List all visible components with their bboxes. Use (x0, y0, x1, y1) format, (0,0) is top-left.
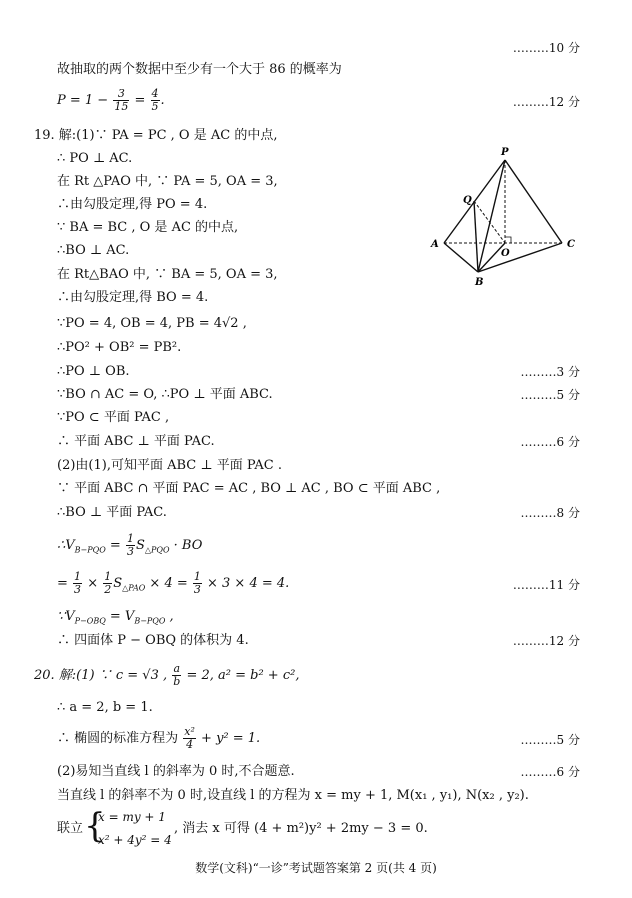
q19-volume-calc: = $\frac{1}{3}$ × $\frac{1}{2}$ $S_{\triangle PAO} \times 4$ = $\frac{1}{3}$ × 3 × 4 = 4. (57, 570, 290, 596)
q20-system-label: 联立 (57, 821, 84, 836)
q19-score-8: ………8 分 (520, 506, 580, 520)
q19-line-1: 19. 解:(1)∵ PA = PC , O 是 AC 的中点, (34, 128, 278, 143)
label-q: Q (463, 195, 472, 206)
q19-line-4: ∴由勾股定理,得 PO = 4. (57, 197, 208, 212)
label-o: O (501, 248, 510, 259)
q20-line-1: 20. 解:(1) ∵ c = √3 , $\frac{a}{b}$ = 2, a² = b² + c², (34, 662, 300, 688)
q19-score-5: ………5 分 (520, 388, 580, 402)
page-footer: 数学(文科)“一诊”考试题答案第 2 页(共 4 页) (195, 861, 437, 875)
label-c: C (567, 239, 575, 250)
q19-line-14: ∴ 平面 ABC ⊥ 平面 PAC. (57, 434, 215, 449)
q19-line-13: ∵PO ⊂ 平面 PAC , (57, 410, 170, 425)
q19-line-15: (2)由(1),可知平面 ABC ⊥ 平面 PAC . (57, 458, 282, 473)
q20-line-3: ∴ 椭圆的标准方程为 $\frac{\text{x²}}{4}$ + y² = 1. (57, 725, 261, 751)
segment-qb (474, 201, 478, 272)
q19-line-3: 在 Rt △PAO 中, ∵ PA = 5, OA = 3, (57, 174, 278, 189)
q19-line-2: ∴ PO ⊥ AC. (57, 151, 133, 166)
edge-pc (505, 160, 562, 243)
q20-score-5: ………5 分 (520, 733, 580, 747)
probability-text: 故抽取的两个数据中至少有一个大于 86 的概率为 (57, 62, 342, 77)
q19-volume-formula: $\therefore V_{B-PQO}$ = $\frac{1}{3}$ $S_{\triangle PQO}$ · BO (57, 532, 203, 558)
label-a: A (431, 239, 439, 250)
q19-line-6: ∴BO ⊥ AC. (57, 243, 130, 258)
q19-line-12: ∵BO ∩ AC = O, ∴PO ⊥ 平面 ABC. (57, 387, 273, 402)
q19-final: ∴ 四面体 P − OBQ 的体积为 4. (57, 633, 249, 648)
q19-line-16: ∵ 平面 ABC ∩ 平面 PAC = AC , BO ⊥ AC , BO ⊂ 平面 ABC , (57, 481, 441, 496)
q19-line-17: ∴BO ⊥ 平面 PAC. (57, 505, 167, 520)
system-result: , 消去 x 可得 (4 + m²)y² + 2my − 3 = 0. (174, 821, 428, 836)
segment-qo (474, 201, 505, 243)
q19-line-11: ∴PO ⊥ OB. (57, 364, 130, 379)
q20-line-4: (2)易知当直线 l 的斜率为 0 时,不合题意. (57, 764, 295, 779)
q19-score-12: ………12 分 (512, 634, 580, 648)
label-b: B (475, 277, 484, 288)
probability-equation: P = 1 − $\frac{3}{15}$ = $\frac{4}{5}$ . (57, 87, 165, 113)
q19-line-8: ∴由勾股定理,得 BO = 4. (57, 290, 209, 305)
q20-line-2: ∴ a = 2, b = 1. (57, 700, 153, 715)
q20-score-6: ………6 分 (520, 765, 580, 779)
q19-score-3: ………3 分 (520, 365, 580, 379)
system-brace: { (84, 806, 106, 846)
q19-line-5: ∵ BA = BC , O 是 AC 的中点, (57, 220, 239, 235)
score-10: ………10 分 (512, 41, 580, 55)
system-eq-2: x² + 4y² = 4 (98, 833, 172, 847)
q19-line-7: 在 Rt△BAO 中, ∵ BA = 5, OA = 3, (57, 267, 278, 282)
q19-score-6: ………6 分 (520, 435, 580, 449)
q20-line-5: 当直线 l 的斜率不为 0 时,设直线 l 的方程为 x = my + 1, M(x₁ , y₁), N(x₂ , y₂). (57, 788, 529, 803)
score-12-q18: ………12 分 (512, 95, 580, 109)
edge-ab (444, 243, 478, 272)
right-angle-mark (505, 237, 511, 243)
tetrahedron-figure (425, 143, 585, 293)
q19-score-11: ………11 分 (512, 578, 580, 592)
label-p: P (501, 147, 509, 158)
q19-line-9: ∵PO = 4, OB = 4, PB = 4√2 , (57, 316, 247, 331)
system-eq-1: x = my + 1 (98, 810, 166, 824)
q19-line-10: ∴PO² + OB² = PB². (57, 340, 182, 355)
q19-volume-equality: $\because V_{P-OBQ} = V_{B-PQO}$ , (57, 609, 174, 626)
